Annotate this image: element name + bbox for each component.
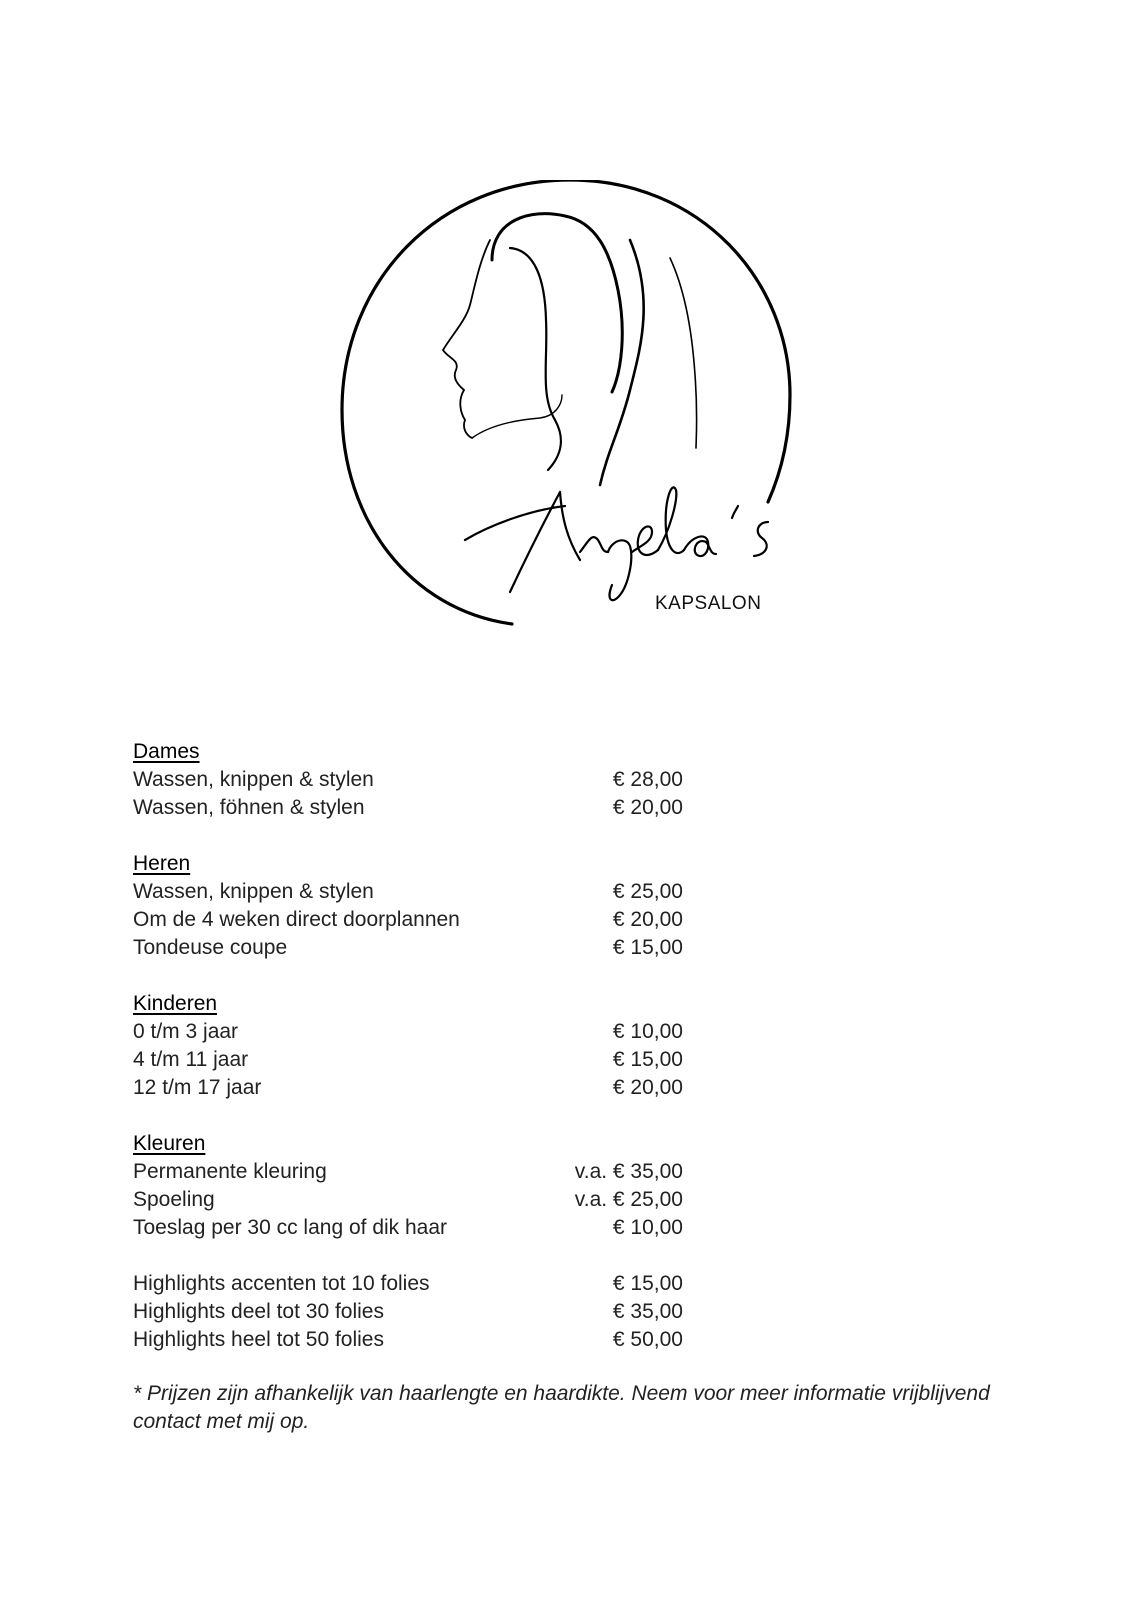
price-row (133, 1074, 1013, 1102)
price-row (133, 794, 1013, 822)
item-name: Highlights heel tot 50 folies (133, 1328, 384, 1351)
section-kinderen (133, 990, 1013, 1102)
section-heren (133, 850, 1013, 962)
price-row (133, 1186, 1013, 1214)
price-row (133, 1018, 1013, 1046)
item-name: 12 t/m 17 jaar (133, 1076, 262, 1099)
item-price: € 15,00 (612, 936, 683, 959)
item-name: 4 t/m 11 jaar (133, 1048, 249, 1071)
item-price: € 28,00 (612, 768, 683, 791)
item-name: Spoeling (133, 1188, 215, 1211)
item-name: Wassen, knippen & stylen (133, 768, 374, 791)
logo-circle-arc (342, 180, 790, 624)
price-row (133, 1158, 1013, 1186)
section-dames (133, 738, 1013, 822)
item-price: € 20,00 (612, 908, 683, 931)
item-price: € 10,00 (612, 1020, 683, 1043)
section-highlights (133, 1270, 1013, 1354)
logo-face-profile (443, 240, 490, 438)
logo-script-lettering (465, 487, 768, 600)
price-row (133, 934, 1013, 962)
price-row (133, 766, 1013, 794)
item-price: v.a. € 25,00 (574, 1188, 683, 1211)
price-row (133, 1046, 1013, 1074)
item-price: € 15,00 (612, 1272, 683, 1295)
item-price: € 35,00 (612, 1300, 683, 1323)
logo-hair-back (670, 258, 697, 448)
price-row (133, 1298, 1013, 1326)
item-name: Om de 4 weken direct doorplannen (133, 908, 460, 931)
section-title: Heren (133, 852, 191, 875)
logo-hair-flow (600, 240, 644, 485)
section-title: Kinderen (133, 992, 218, 1015)
item-price: v.a. € 35,00 (574, 1160, 683, 1183)
price-row (133, 906, 1013, 934)
section-kleuren (133, 1130, 1013, 1242)
price-row (133, 1214, 1013, 1242)
price-row (133, 878, 1013, 906)
section-title: Dames (133, 740, 200, 763)
item-price: € 15,00 (612, 1048, 683, 1071)
item-name: Wassen, föhnen & stylen (133, 796, 365, 819)
item-name: 0 t/m 3 jaar (133, 1020, 239, 1043)
item-price: € 20,00 (612, 1076, 683, 1099)
item-name: Highlights deel tot 30 folies (133, 1300, 384, 1323)
item-price: € 25,00 (612, 880, 683, 903)
item-name: Highlights accenten tot 10 folies (133, 1272, 430, 1295)
logo-artwork (340, 180, 820, 650)
price-footnote: * Prijzen zijn afhankelijk van haarlengte en haardikte. Neem voor meer informatie vrijblijvend contact met mij op. (133, 1382, 990, 1433)
item-name: Toeslag per 30 cc lang of dik haar (133, 1216, 448, 1239)
item-price: € 20,00 (612, 796, 683, 819)
logo-hair-inner (510, 248, 561, 470)
price-row (133, 1326, 1013, 1354)
item-name: Wassen, knippen & stylen (133, 880, 374, 903)
item-name: Permanente kleuring (133, 1160, 327, 1183)
brand-subtitle: KAPSALON (655, 593, 762, 614)
section-title: Kleuren (133, 1132, 206, 1155)
price-list (133, 738, 1013, 1382)
item-name: Tondeuse coupe (133, 936, 288, 959)
item-price: € 50,00 (612, 1328, 683, 1351)
item-price: € 10,00 (612, 1216, 683, 1239)
price-row (133, 1270, 1013, 1298)
logo-hair-top (492, 214, 622, 392)
salon-logo (340, 180, 820, 650)
